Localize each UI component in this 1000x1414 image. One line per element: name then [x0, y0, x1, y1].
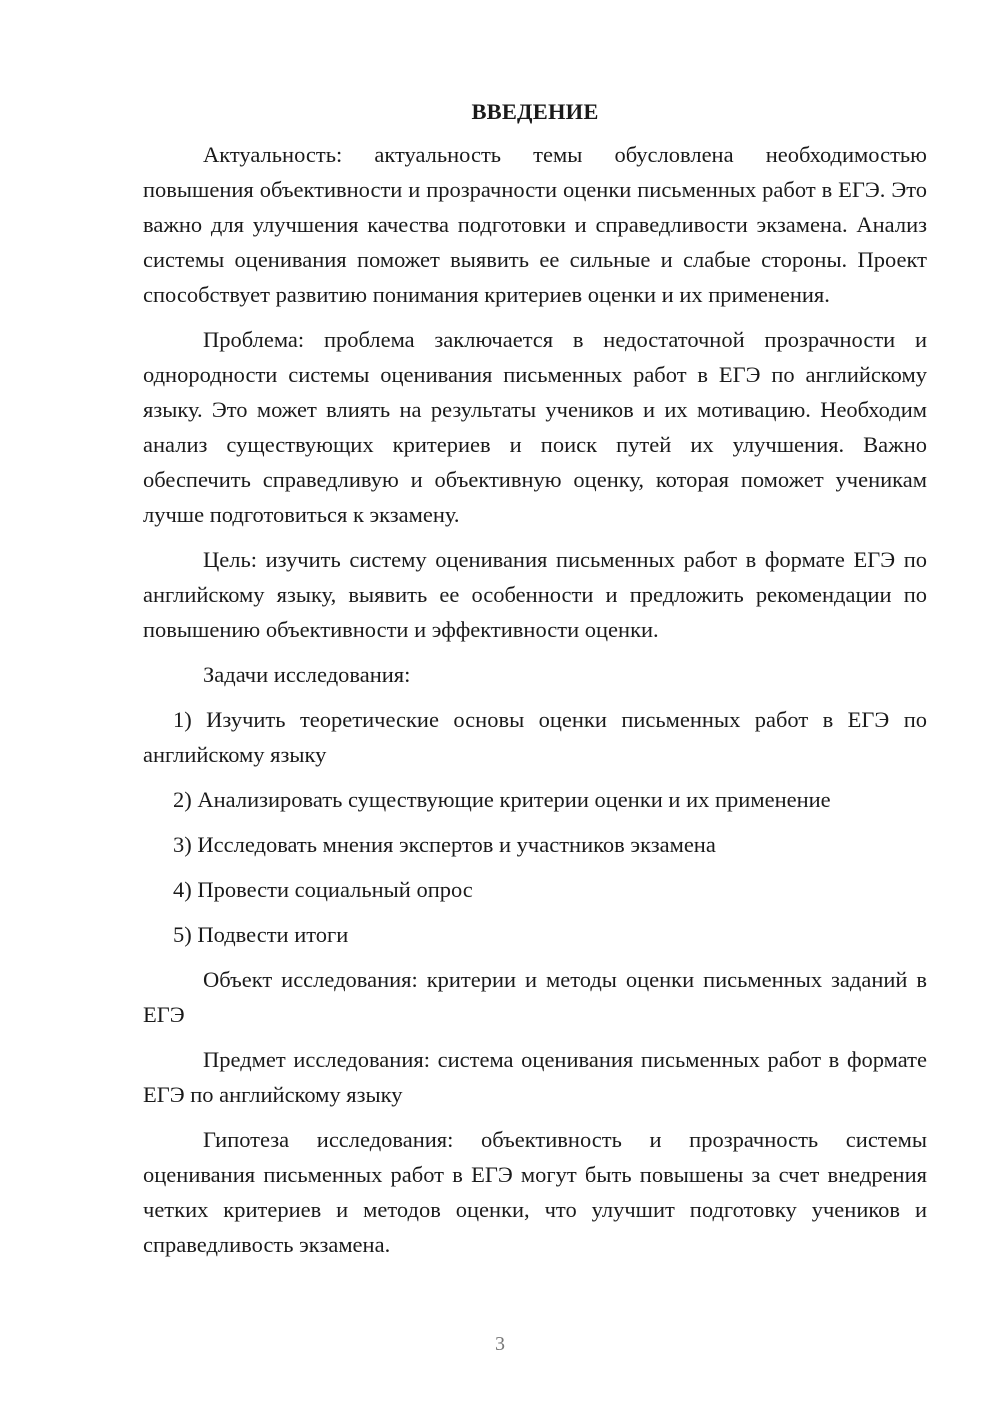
- list-item: 3) Исследовать мнения экспертов и участников экзамена: [173, 832, 716, 857]
- hypothesis-paragraph: Гипотеза исследования: объективность и прозрачность системы оценивания письменных работ в ЕГЭ могут быть повышены за счет внедрения четких критериев и методов оценки, что улучшит подготовку учеников и справедливость экзамена.: [143, 1127, 927, 1257]
- document-body: [143, 94, 927, 1272]
- tasks-heading: Задачи исследования:: [203, 662, 411, 687]
- list-item: 2) Анализировать существующие критерии оценки и их применение: [173, 787, 831, 812]
- list-item: 1) Изучить теоретические основы оценки письменных работ в ЕГЭ по английскому языку: [143, 707, 927, 767]
- subject-paragraph: Предмет исследования: система оценивания письменных работ в формате ЕГЭ по английскому языку: [143, 1047, 927, 1107]
- goal-paragraph: Цель: изучить систему оценивания письменных работ в формате ЕГЭ по английскому языку, выявить ее особенности и предложить рекомендации по повышению объективности и эффективности оценки.: [143, 547, 927, 642]
- tasks-list: [143, 702, 927, 952]
- page-number: 3: [495, 1333, 505, 1355]
- relevance-paragraph: Актуальность: актуальность темы обусловлена необходимостью повышения объективности и прозрачности оценки письменных работ в ЕГЭ. Это важно для улучшения качества подготовки и справедливости экзамена. Анализ системы оценивания поможет выявить ее сильные и слабые стороны. Проект способствует развитию понимания критериев оценки и их применения.: [143, 142, 927, 307]
- object-paragraph: Объект исследования: критерии и методы оценки письменных заданий в ЕГЭ: [143, 967, 927, 1027]
- list-item: 4) Провести социальный опрос: [173, 877, 473, 902]
- list-item: 5) Подвести итоги: [173, 922, 349, 947]
- problem-paragraph: Проблема: проблема заключается в недостаточной прозрачности и однородности системы оценивания письменных работ в ЕГЭ по английскому языку. Это может влиять на результаты учеников и их мотивацию. Необходим анализ существующих критериев и поиск путей их улучшения. Важно обеспечить справедливую и объективную оценку, которая поможет ученикам лучше подготовиться к экзамену.: [143, 327, 927, 527]
- page-title: ВВЕДЕНИЕ: [471, 99, 599, 124]
